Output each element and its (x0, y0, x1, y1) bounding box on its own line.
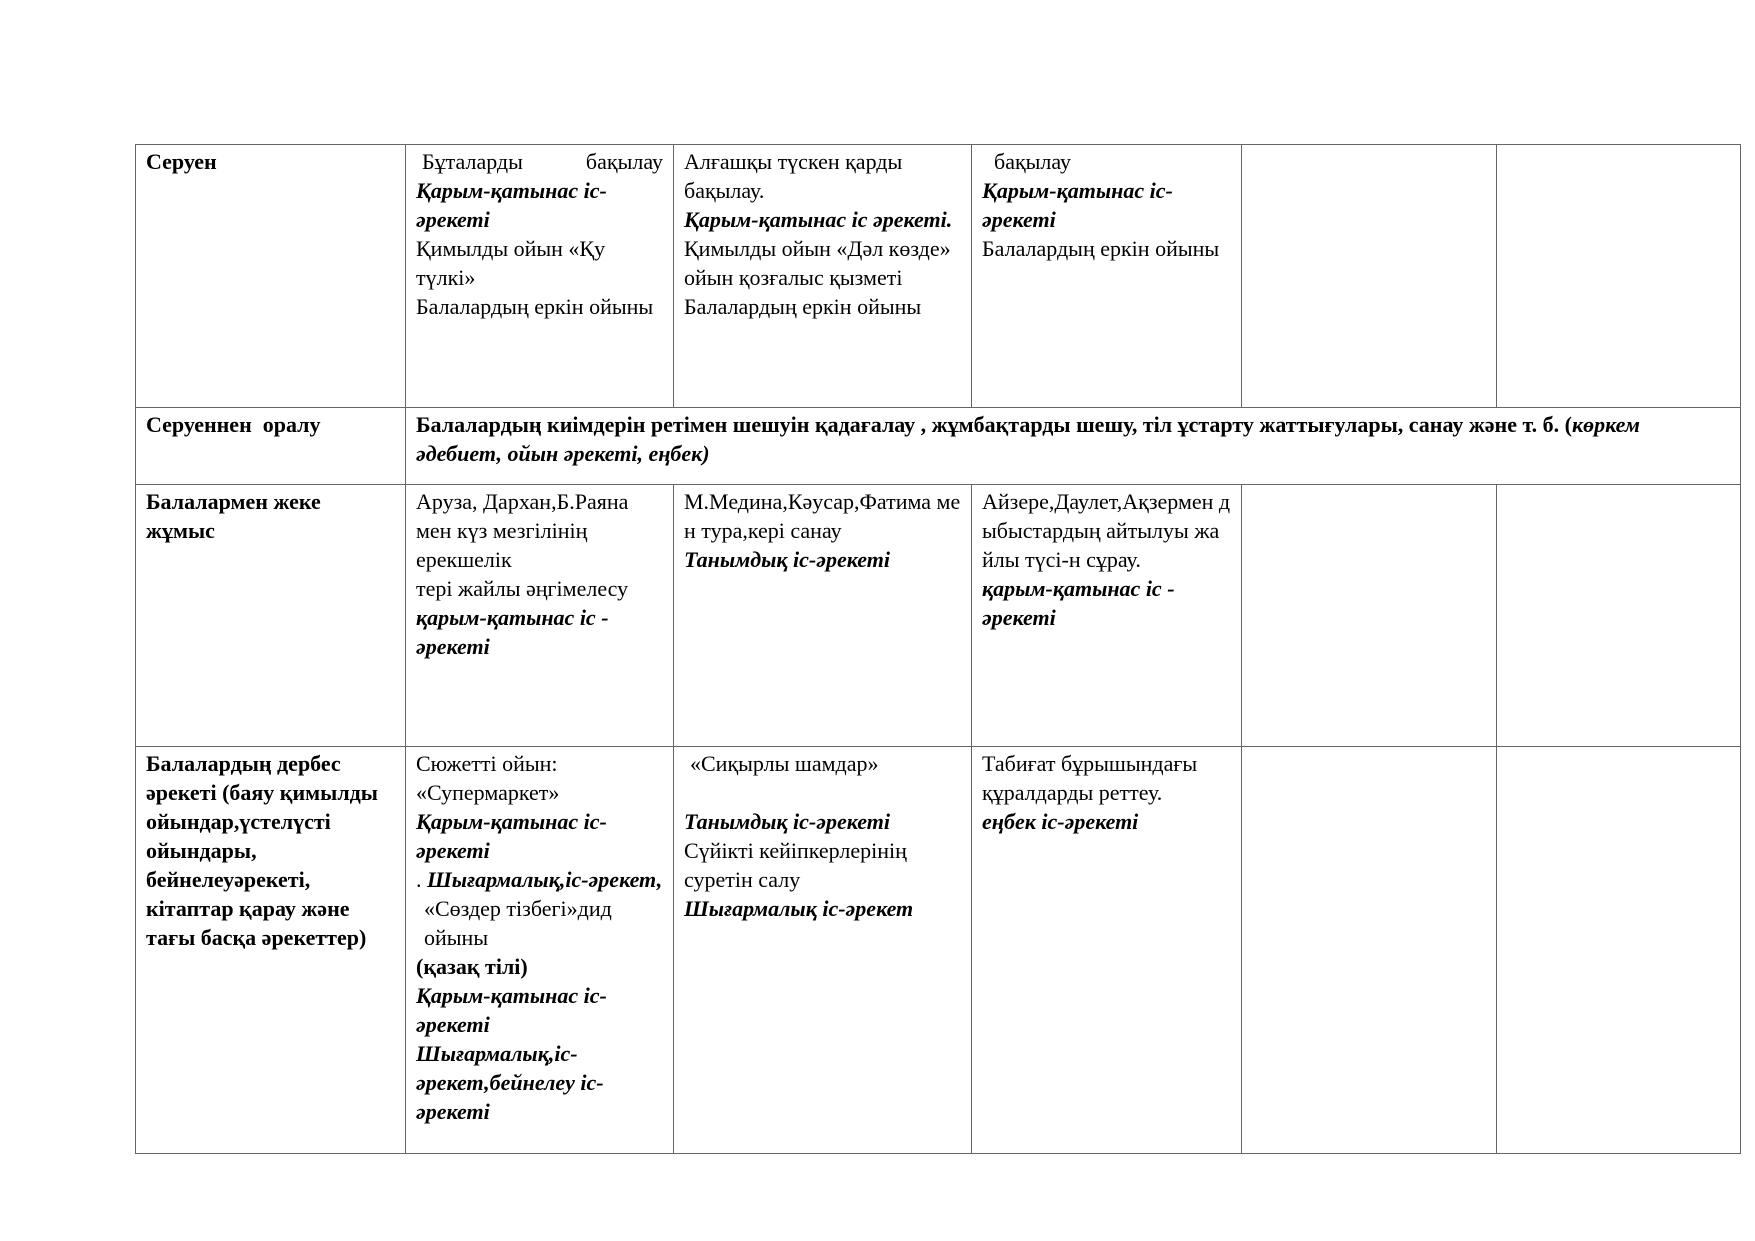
row-independent (136, 747, 1741, 1154)
individual-day2-topic: М.Медина,Кәусар,Фатима мен тура,кері санау (684, 489, 961, 543)
independent-day1-dot: . (416, 867, 427, 892)
individual-day5-cell (1497, 485, 1741, 747)
independent-day3-task: Табиғат бұрышындағы құралдарды реттеу. (982, 751, 1198, 805)
row-individual (136, 485, 1741, 747)
individual-day1-cell (406, 485, 674, 747)
return-text-cell (406, 408, 1741, 485)
activity-plan-table (135, 144, 1741, 1154)
independent-day3-cell (972, 747, 1242, 1154)
walk-day1-observation: Бұталарды бақылау (422, 149, 663, 174)
walk-day1-activity: Қарым-қатынас іс-әрекеті (416, 178, 607, 232)
individual-day1-topic: Аруза, Дархан,Б.Раяна мен күз мезгілінің ерекшелік (416, 489, 629, 572)
independent-day4-cell (1242, 747, 1497, 1154)
row-walk (136, 145, 1741, 408)
independent-day1-cell (406, 747, 674, 1154)
independent-day1-word-game: «Сөздер тізбегі»дид ойыны (424, 896, 612, 950)
individual-day3-cell (972, 485, 1242, 747)
independent-day5-cell (1497, 747, 1741, 1154)
individual-day4-cell (1242, 485, 1497, 747)
walk-label: Серуен (136, 145, 406, 408)
independent-day1-language: (қазақ тілі) (416, 954, 528, 979)
individual-day2-cell (674, 485, 972, 747)
walk-day5-cell (1497, 145, 1741, 408)
walk-day2-observation: Алғашқы түскен қарды бақылау. (684, 149, 903, 203)
independent-day2-drawing: Сүйікті кейіпкерлерінің суретін салу (684, 838, 907, 892)
individual-label: Балалармен жеке жұмыс (136, 485, 406, 747)
return-text-areas: көркем әдебиет, ойын әрекеті, еңбек) (416, 412, 1640, 466)
independent-day1-creative: Шығармалық,іс-әрекет, (427, 867, 663, 892)
walk-day3-activity: Қарым-қатынас іс-әрекеті (982, 178, 1173, 232)
individual-day3-activity: қарым-қатынас іс - әрекеті (982, 576, 1175, 630)
walk-day1-cell (406, 145, 674, 408)
independent-day2-cell (674, 747, 972, 1154)
walk-day2-cell (674, 145, 972, 408)
independent-label: Балалардың дербес әрекеті (баяу қимылды ойындар,үстелүсті ойындары, бейнелеуәрекеті, кітаптар қарау және тағы басқа әрекеттер) (136, 747, 406, 1154)
independent-day2-creative: Шығармалық іс-әрекет (684, 896, 914, 921)
walk-day1-free-play: Балалардың еркін ойыны (416, 294, 654, 319)
walk-day2-game: Қимылды ойын «Дәл көзде» (684, 236, 951, 261)
independent-day2-title: «Сиқырлы шамдар» (690, 751, 879, 776)
walk-day3-cell (972, 145, 1242, 408)
independent-day1-creative-2: Шығармалық,іс-әрекет,бейнелеу іс-әрекеті (416, 1041, 604, 1124)
walk-day2-motion: ойын қозғалыс қызметі (684, 265, 903, 290)
independent-day1-role-play: Сюжетті ойын: «Супермаркет» (416, 751, 560, 805)
walk-day3-free-play: Балалардың еркін ойыны (982, 236, 1220, 261)
return-text: Балалардың киімдерін ретімен шешуін қадағалау , жұмбақтарды шешу, тіл ұстарту жаттығулары, санау және т. б. ( (416, 412, 1572, 437)
row-return (136, 408, 1741, 485)
return-label: Серуеннен оралу (136, 408, 406, 485)
independent-day3-activity: еңбек іс-әрекеті (982, 809, 1139, 834)
walk-day4-cell (1242, 145, 1497, 408)
walk-day2-activity: Қарым-қатынас іс әрекеті. (684, 207, 953, 232)
independent-day2-activity: Танымдық іс-әрекеті (684, 809, 890, 834)
individual-day2-activity: Танымдық іс-әрекеті (684, 547, 890, 572)
individual-day1-talk: терi жайлы әңгімелесу (416, 576, 629, 601)
individual-day3-topic: Айзере,Даулет,Ақзермен дыбыстардың айтылуы жайлы түсі-н сұрау. (982, 489, 1231, 572)
individual-day1-activity: қарым-қатынас іс - әрекеті (416, 605, 609, 659)
walk-day1-game: Қимылды ойын «Қу түлкі» (416, 236, 606, 290)
walk-day3-observation: бақылау (994, 149, 1072, 174)
walk-day2-free-play: Балалардың еркін ойыны (684, 294, 922, 319)
independent-day1-activity: Қарым-қатынас іс-әрекеті (416, 809, 607, 863)
independent-day1-activity-2: Қарым-қатынас іс-әрекеті (416, 983, 607, 1037)
